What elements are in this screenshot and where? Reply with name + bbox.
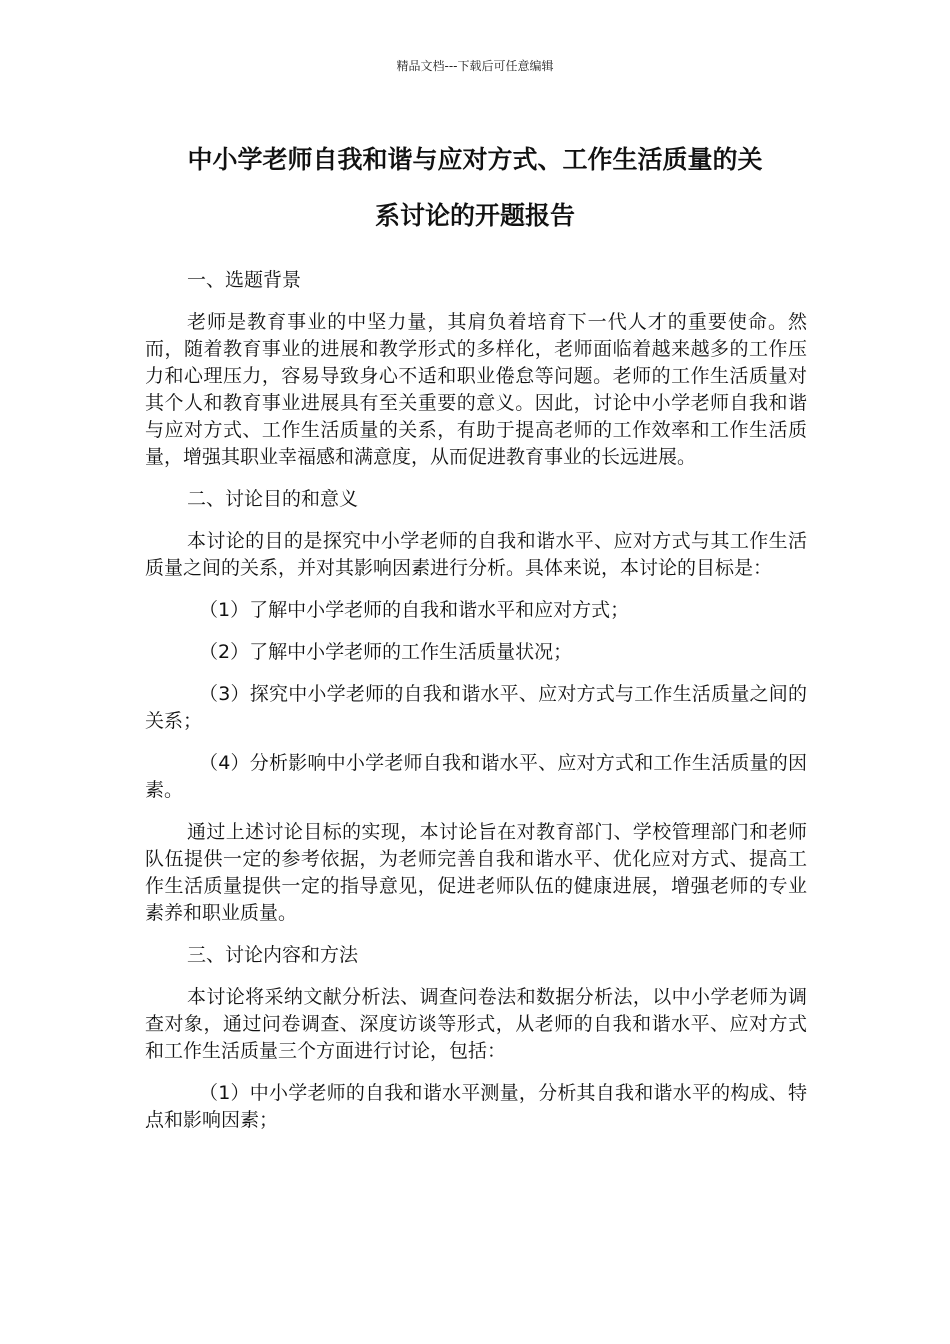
list-item: （2）了解中小学老师的工作生活质量状况； bbox=[199, 641, 573, 663]
list-item: （1）中小学老师的自我和谐水平测量，分析其自我和谐水平的构成、特点和影响因素； bbox=[145, 1082, 807, 1131]
section-heading: 二、讨论目的和意义 bbox=[187, 488, 359, 510]
list-item: （1）了解中小学老师的自我和谐水平和应对方式； bbox=[199, 599, 630, 621]
list-item: （3）探究中小学老师的自我和谐水平、应对方式与工作生活质量之间的关系； bbox=[145, 683, 807, 732]
section-heading: 三、讨论内容和方法 bbox=[187, 944, 359, 966]
paragraph: 通过上述讨论目标的实现，本讨论旨在对教育部门、学校管理部门和老师队伍提供一定的参考依据，为老师完善自我和谐水平、优化应对方式、提高工作生活质量提供一定的指导意见，促进老师队伍的健康进展，增强老师的专业素养和职业质量。 bbox=[145, 821, 807, 924]
list-item: （4）分析影响中小学老师自我和谐水平、应对方式和工作生活质量的因素。 bbox=[145, 752, 807, 801]
title-line-1: 中小学老师自我和谐与应对方式、工作生活质量的关 bbox=[187, 145, 763, 174]
paragraph: 本讨论的目的是探究中小学老师的自我和谐水平、应对方式与其工作生活质量之间的关系，并对其影响因素进行分析。具体来说，本讨论的目标是： bbox=[145, 530, 807, 579]
paragraph: 本讨论将采纳文献分析法、调查问卷法和数据分析法，以中小学老师为调查对象，通过问卷调查、深度访谈等形式，从老师的自我和谐水平、应对方式和工作生活质量三个方面进行讨论，包括： bbox=[145, 986, 807, 1062]
document-title bbox=[140, 132, 810, 244]
document-body bbox=[145, 267, 807, 1149]
title-line-2: 系讨论的开题报告 bbox=[374, 201, 575, 230]
paragraph: 老师是教育事业的中坚力量，其肩负着培育下一代人才的重要使命。然而，随着教育事业的进展和教学形式的多样化，老师面临着越来越多的工作压力和心理压力，容易导致身心不适和职业倦怠等问题。老师的工作生活质量对其个人和教育事业进展具有至关重要的意义。因此，讨论中小学老师自我和谐与应对方式、工作生活质量的关系，有助于提高老师的工作效率和工作生活质量，增强其职业幸福感和满意度，从而促进教育事业的长远进展。 bbox=[145, 311, 807, 468]
page-header: 精品文档---下载后可任意编辑 bbox=[396, 59, 554, 73]
section-heading: 一、选题背景 bbox=[187, 269, 302, 291]
